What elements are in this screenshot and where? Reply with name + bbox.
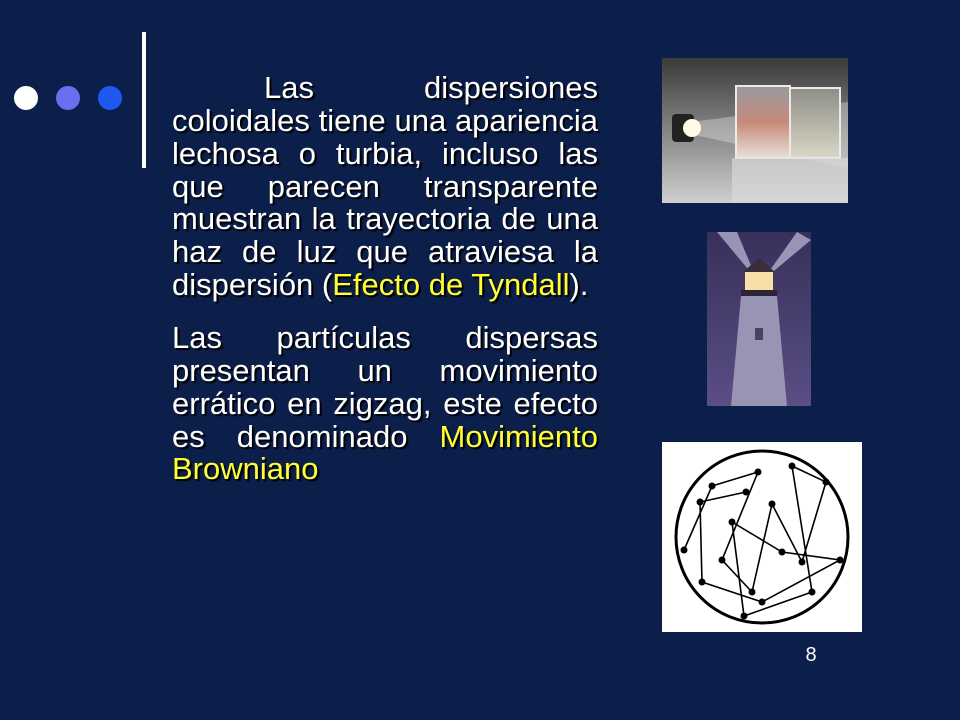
white-dot — [14, 86, 38, 110]
page-number: 8 — [805, 644, 817, 666]
paragraph-tyndall — [172, 72, 598, 302]
blue-dot — [98, 86, 122, 110]
paragraph-tyndall-end: ). — [569, 267, 589, 303]
brownian-motion-diagram — [662, 442, 862, 632]
lighthouse-photo — [707, 232, 811, 406]
brownian-motion-highlight: Movimiento Browniano — [172, 418, 598, 487]
paragraph-tyndall-text: Las dispersiones coloidales tiene una apariencia lechosa o turbia, incluso las que parecen transparente muestran la trayectoria de una haz de luz que atraviesa la dispersión ( — [172, 70, 598, 303]
paragraph-brownian — [172, 322, 598, 486]
tyndall-glasses-photo — [662, 58, 848, 203]
paragraph-brownian-text: Las partículas dispersas presentan un movimiento errático en zigzag, este efecto es denominado — [172, 320, 598, 454]
vertical-divider — [142, 32, 146, 168]
tyndall-effect-highlight: Efecto de Tyndall — [332, 267, 570, 303]
lavender-dot — [56, 86, 80, 110]
slide-body — [172, 72, 598, 486]
